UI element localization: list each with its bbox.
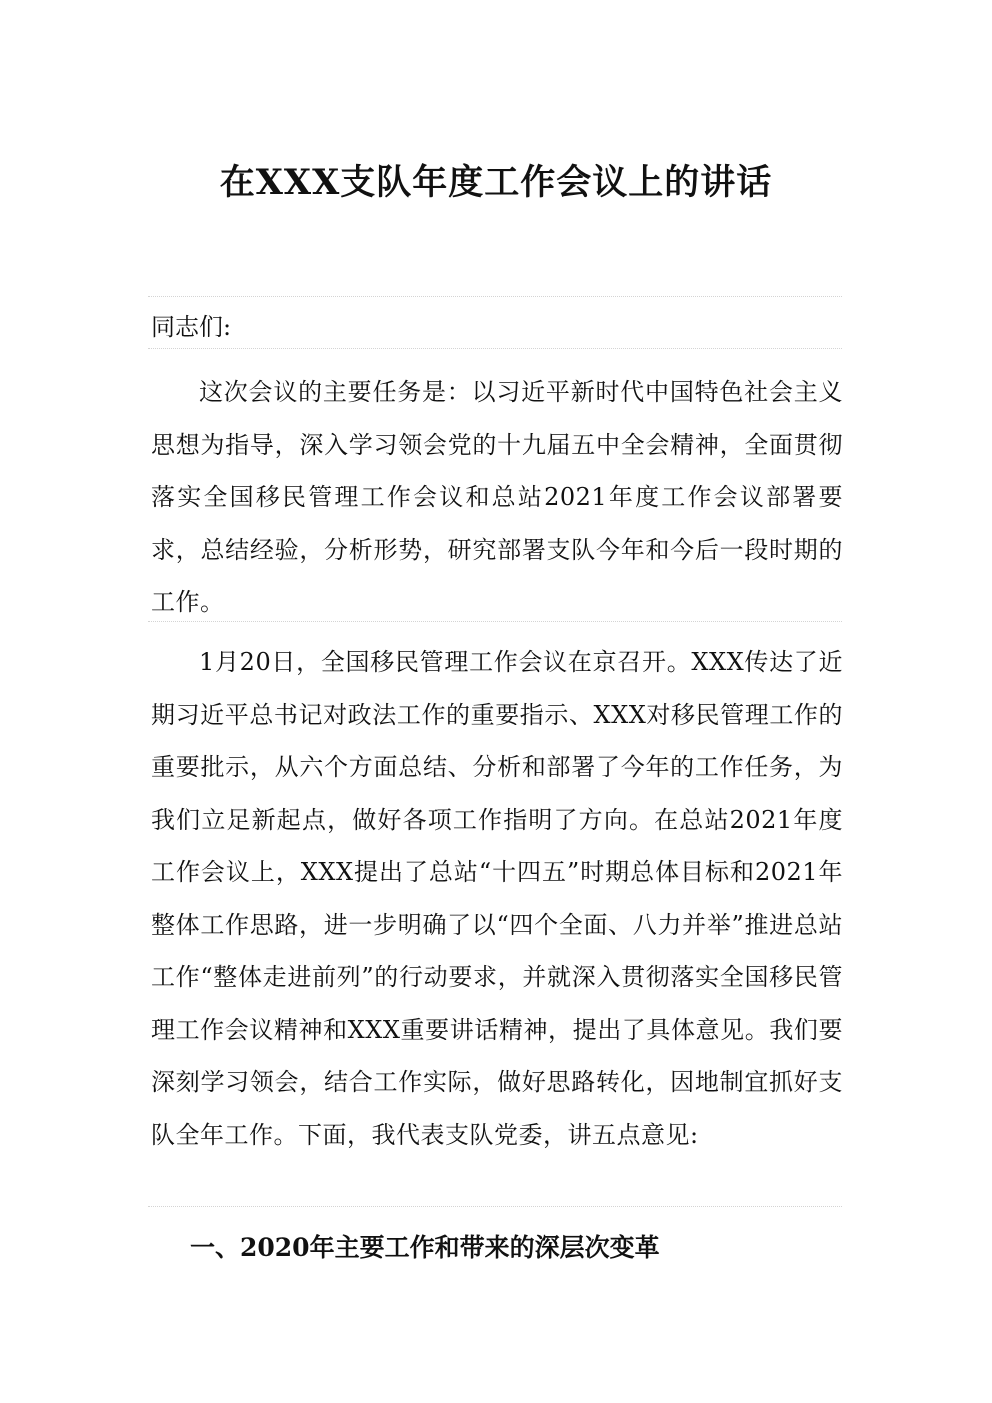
- greeting: 同志们:: [151, 313, 232, 341]
- divider: [148, 621, 842, 622]
- paragraph-meeting-tasks: 这次会议的主要任务是：以习近平新时代中国特色社会主义思想为指导，深入学习领会党的十九届五中全会精神，全面贯彻落实全国移民管理工作会议和总站2021年度工作会议部署要求，总结经验，分析形势，研究部署支队今年和今后一段时期的工作。: [151, 378, 843, 616]
- section-heading: 一、2020年主要工作和带来的深层次变革: [190, 1233, 660, 1262]
- paragraph-meeting-background: 1月20日，全国移民管理工作会议在京召开。XXX传达了近期习近平总书记对政法工作的重要指示、XXX对移民管理工作的重要批示，从六个方面总结、分析和部署了今年的工作任务，为我们立足新起点，做好各项工作指明了方向。在总站2021年度工作会议上，XXX提出了总站“十四五”时期总体目标和2021年整体工作思路，进一步明确了以“四个全面、八力并举”推进总站工作“整体走进前列”的行动要求，并就深入贯彻落实全国移民管理工作会议精神和XXX重要讲话精神，提出了具体意见。我们要深刻学习领会，结合工作实际，做好思路转化，因地制宜抓好支队全年工作。下面，我代表支队党委，讲五点意见:: [151, 648, 843, 1149]
- divider: [148, 1206, 842, 1207]
- document-title: 在XXX支队年度工作会议上的讲话: [219, 162, 773, 203]
- divider: [148, 296, 842, 297]
- divider: [148, 348, 842, 349]
